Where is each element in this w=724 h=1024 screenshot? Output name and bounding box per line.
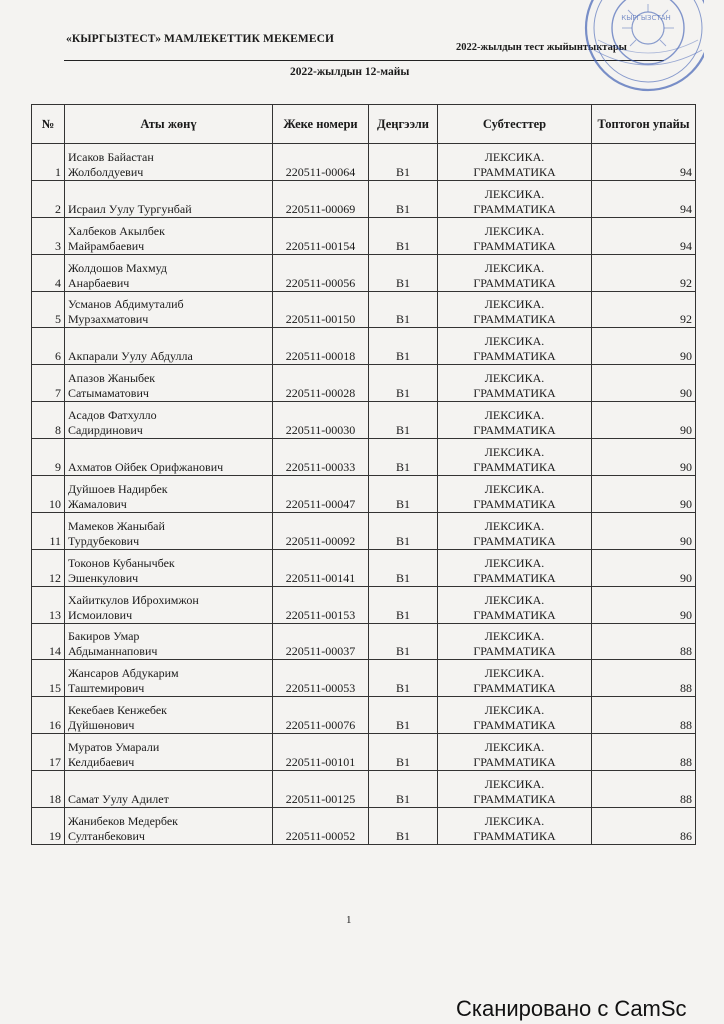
full-name-line: Султанбекович <box>68 828 145 843</box>
subtests-cell <box>438 697 592 734</box>
subtest-line: ГРАММАТИКА <box>473 533 556 548</box>
full-name-cell <box>65 734 273 771</box>
subtests-cell <box>438 402 592 439</box>
row-number-cell: 12 <box>32 549 65 586</box>
full-name-cell <box>65 586 273 623</box>
column-header-full-name: Аты жөнү <box>65 105 273 144</box>
subtest-line: ГРАММАТИКА <box>473 570 556 585</box>
subtest-line: ГРАММАТИКА <box>473 312 556 327</box>
subtest-line: ЛЕКСИКА. <box>484 629 545 644</box>
subtests-cell <box>438 144 592 181</box>
row-number-cell: 9 <box>32 439 65 476</box>
full-name-cell <box>65 512 273 549</box>
personal-id-cell: 220511-00101 <box>273 734 369 771</box>
level-cell: B1 <box>369 365 438 402</box>
score-cell: 90 <box>592 402 696 439</box>
subtest-line: ЛЕКСИКА. <box>484 813 545 828</box>
subtest-line: ЛЕКСИКА. <box>484 703 545 718</box>
level-cell: B1 <box>369 586 438 623</box>
full-name-cell <box>65 217 273 254</box>
subtest-line: ЛЕКСИКА. <box>484 297 545 312</box>
subtest-line: ГРАММАТИКА <box>473 460 556 475</box>
subtests-cell <box>438 549 592 586</box>
score-cell: 92 <box>592 254 696 291</box>
row-number-cell: 4 <box>32 254 65 291</box>
full-name-line: Ахматов Ойбек Орифжанович <box>68 460 224 475</box>
full-name-line: Самат Уулу Адилет <box>68 792 169 807</box>
score-cell: 94 <box>592 217 696 254</box>
level-cell: B1 <box>369 328 438 365</box>
personal-id-cell: 220511-00064 <box>273 144 369 181</box>
full-name-line: Таштемирович <box>68 681 145 696</box>
subtests-cell <box>438 476 592 513</box>
level-cell: B1 <box>369 623 438 660</box>
subtest-line: ЛЕКСИКА. <box>484 740 545 755</box>
full-name-cell <box>65 439 273 476</box>
subtest-line: ЛЕКСИКА. <box>484 334 545 349</box>
full-name-line: Усманов Абдимуталиб <box>68 297 184 312</box>
subtests-cell <box>438 291 592 328</box>
row-number-cell: 10 <box>32 476 65 513</box>
table-row <box>32 180 696 217</box>
row-number-cell: 15 <box>32 660 65 697</box>
level-cell: B1 <box>369 402 438 439</box>
table-row <box>32 623 696 660</box>
row-number-cell: 6 <box>32 328 65 365</box>
full-name-line: Исраил Уулу Тургунбай <box>68 201 192 216</box>
table-row <box>32 254 696 291</box>
table-row <box>32 660 696 697</box>
level-cell: B1 <box>369 771 438 808</box>
level-cell: B1 <box>369 697 438 734</box>
subtests-cell <box>438 623 592 660</box>
score-cell: 86 <box>592 808 696 845</box>
level-cell: B1 <box>369 808 438 845</box>
table-row <box>32 144 696 181</box>
row-number-cell: 14 <box>32 623 65 660</box>
results-note: 2022-жылдын тест жыйынтыктары <box>456 42 627 53</box>
subtest-line: ГРАММАТИКА <box>473 792 556 807</box>
full-name-line: Мамеков Жаныбай <box>68 518 165 533</box>
level-cell: B1 <box>369 549 438 586</box>
full-name-line: Апазов Жаныбек <box>68 371 156 386</box>
score-cell: 90 <box>592 549 696 586</box>
subtest-line: ГРАММАТИКА <box>473 164 556 179</box>
level-cell: B1 <box>369 180 438 217</box>
full-name-cell <box>65 623 273 660</box>
full-name-line: Сатымаматович <box>68 386 149 401</box>
personal-id-cell: 220511-00150 <box>273 291 369 328</box>
level-cell: B1 <box>369 144 438 181</box>
full-name-cell <box>65 402 273 439</box>
row-number-cell: 17 <box>32 734 65 771</box>
score-cell: 88 <box>592 771 696 808</box>
subtests-cell <box>438 512 592 549</box>
full-name-line: Токонов Кубанычбек <box>68 555 175 570</box>
personal-id-cell: 220511-00154 <box>273 217 369 254</box>
level-cell: B1 <box>369 512 438 549</box>
full-name-line: Жансаров Абдукарим <box>68 666 179 681</box>
full-name-cell <box>65 180 273 217</box>
column-header-level: Деңгээли <box>369 105 438 144</box>
page-number: 1 <box>346 914 352 926</box>
subtests-cell <box>438 328 592 365</box>
full-name-line: Исмоилович <box>68 607 133 622</box>
subtests-cell <box>438 808 592 845</box>
table-row <box>32 808 696 845</box>
table-row <box>32 291 696 328</box>
subtests-cell <box>438 771 592 808</box>
full-name-line: Мурзахматович <box>68 312 149 327</box>
full-name-line: Асадов Фатхулло <box>68 408 157 423</box>
full-name-cell <box>65 697 273 734</box>
level-cell: B1 <box>369 734 438 771</box>
level-cell: B1 <box>369 217 438 254</box>
personal-id-cell: 220511-00028 <box>273 365 369 402</box>
subtest-line: ГРАММАТИКА <box>473 718 556 733</box>
score-cell: 90 <box>592 328 696 365</box>
subtest-line: ГРАММАТИКА <box>473 496 556 511</box>
row-number-cell: 13 <box>32 586 65 623</box>
subtest-line: ГРАММАТИКА <box>473 681 556 696</box>
organization-title: «КЫРГЫЗТЕСТ» МАМЛЕКЕТТИК МЕКЕМЕСИ <box>66 33 335 45</box>
subtest-line: ЛЕКСИКА. <box>484 260 545 275</box>
subtest-line: ГРАММАТИКА <box>473 275 556 290</box>
full-name-cell <box>65 808 273 845</box>
full-name-line: Жолдошов Махмуд <box>68 260 167 275</box>
subtest-line: ЛЕКСИКА. <box>484 445 545 460</box>
row-number-cell: 5 <box>32 291 65 328</box>
personal-id-cell: 220511-00076 <box>273 697 369 734</box>
subtest-line: ЛЕКСИКА. <box>484 777 545 792</box>
score-cell: 90 <box>592 365 696 402</box>
subtests-cell <box>438 365 592 402</box>
full-name-line: Эшенкулович <box>68 570 139 585</box>
subtest-line: ЛЕКСИКА. <box>484 592 545 607</box>
column-header-personal-id: Жеке номери <box>273 105 369 144</box>
table-header-row <box>32 105 696 144</box>
personal-id-cell: 220511-00153 <box>273 586 369 623</box>
full-name-cell <box>65 660 273 697</box>
level-cell: B1 <box>369 660 438 697</box>
score-cell: 90 <box>592 512 696 549</box>
table-row <box>32 549 696 586</box>
full-name-cell <box>65 144 273 181</box>
subtests-cell <box>438 586 592 623</box>
row-number-cell: 7 <box>32 365 65 402</box>
subtest-line: ГРАММАТИКА <box>473 238 556 253</box>
personal-id-cell: 220511-00047 <box>273 476 369 513</box>
score-cell: 88 <box>592 623 696 660</box>
subtest-line: ГРАММАТИКА <box>473 201 556 216</box>
column-header-number: № <box>32 105 65 144</box>
personal-id-cell: 220511-00033 <box>273 439 369 476</box>
level-cell: B1 <box>369 254 438 291</box>
table-row <box>32 439 696 476</box>
full-name-line: Садирдинович <box>68 423 143 438</box>
official-seal-stamp <box>564 0 704 100</box>
subtest-line: ГРАММАТИКА <box>473 386 556 401</box>
full-name-line: Келдибаевич <box>68 755 135 770</box>
row-number-cell: 2 <box>32 180 65 217</box>
row-number-cell: 18 <box>32 771 65 808</box>
row-number-cell: 19 <box>32 808 65 845</box>
full-name-line: Жолболдуевич <box>68 164 144 179</box>
results-table <box>31 104 696 845</box>
full-name-line: Дуйшоев Надирбек <box>68 481 168 496</box>
subtest-line: ГРАММАТИКА <box>473 423 556 438</box>
subtests-cell <box>438 439 592 476</box>
table-row <box>32 771 696 808</box>
subtest-line: ГРАММАТИКА <box>473 828 556 843</box>
full-name-line: Халбеков Акылбек <box>68 223 165 238</box>
subtest-line: ЛЕКСИКА. <box>484 481 545 496</box>
personal-id-cell: 220511-00125 <box>273 771 369 808</box>
subtest-line: ЛЕКСИКА. <box>484 223 545 238</box>
table-body <box>32 144 696 845</box>
full-name-line: Исаков Байастан <box>68 149 154 164</box>
personal-id-cell: 220511-00092 <box>273 512 369 549</box>
personal-id-cell: 220511-00141 <box>273 549 369 586</box>
full-name-line: Жанибеков Медербек <box>68 813 178 828</box>
score-cell: 88 <box>592 697 696 734</box>
full-name-line: Анарбаевич <box>68 275 130 290</box>
full-name-line: Турдубекович <box>68 533 140 548</box>
row-number-cell: 3 <box>32 217 65 254</box>
score-cell: 94 <box>592 180 696 217</box>
full-name-cell <box>65 291 273 328</box>
score-cell: 90 <box>592 476 696 513</box>
full-name-line: Жамалович <box>68 496 127 511</box>
row-number-cell: 1 <box>32 144 65 181</box>
document-date: 2022-жылдын 12-майы <box>290 66 410 78</box>
full-name-line: Абдыманнапович <box>68 644 158 659</box>
full-name-line: Кекебаев Кенжебек <box>68 703 168 718</box>
personal-id-cell: 220511-00030 <box>273 402 369 439</box>
subtest-line: ГРАММАТИКА <box>473 644 556 659</box>
column-header-subtests: Субтесттер <box>438 105 592 144</box>
personal-id-cell: 220511-00053 <box>273 660 369 697</box>
personal-id-cell: 220511-00052 <box>273 808 369 845</box>
column-header-score: Топтогон упайы <box>592 105 696 144</box>
score-cell: 88 <box>592 734 696 771</box>
full-name-cell <box>65 476 273 513</box>
full-name-cell <box>65 771 273 808</box>
subtest-line: ЛЕКСИКА. <box>484 555 545 570</box>
score-cell: 88 <box>592 660 696 697</box>
table-row <box>32 328 696 365</box>
full-name-line: Майрамбаевич <box>68 238 145 253</box>
full-name-line: Бакиров Умар <box>68 629 140 644</box>
subtest-line: ЛЕКСИКА. <box>484 666 545 681</box>
level-cell: B1 <box>369 476 438 513</box>
level-cell: B1 <box>369 291 438 328</box>
scan-watermark-text: Сканировано с CamSc <box>456 996 687 1021</box>
row-number-cell: 16 <box>32 697 65 734</box>
table-row <box>32 734 696 771</box>
full-name-cell <box>65 254 273 291</box>
subtests-cell <box>438 734 592 771</box>
table-row <box>32 217 696 254</box>
table-row <box>32 586 696 623</box>
subtests-cell <box>438 254 592 291</box>
row-number-cell: 11 <box>32 512 65 549</box>
table-row <box>32 402 696 439</box>
subtests-cell <box>438 660 592 697</box>
subtest-line: ГРАММАТИКА <box>473 755 556 770</box>
full-name-cell <box>65 549 273 586</box>
personal-id-cell: 220511-00056 <box>273 254 369 291</box>
score-cell: 90 <box>592 439 696 476</box>
table-row <box>32 365 696 402</box>
full-name-line: Акпарали Уулу Абдулла <box>68 349 193 364</box>
row-number-cell: 8 <box>32 402 65 439</box>
full-name-line: Муратов Умарали <box>68 740 160 755</box>
level-cell: B1 <box>369 439 438 476</box>
svg-text:КЫРГЫЗСТАН: КЫРГЫЗСТАН <box>621 14 671 22</box>
score-cell: 90 <box>592 586 696 623</box>
personal-id-cell: 220511-00069 <box>273 180 369 217</box>
full-name-cell <box>65 328 273 365</box>
subtest-line: ЛЕКСИКА. <box>484 518 545 533</box>
score-cell: 92 <box>592 291 696 328</box>
subtest-line: ЛЕКСИКА. <box>484 408 545 423</box>
personal-id-cell: 220511-00018 <box>273 328 369 365</box>
score-cell: 94 <box>592 144 696 181</box>
subtests-cell <box>438 180 592 217</box>
subtest-line: ГРАММАТИКА <box>473 349 556 364</box>
table-row <box>32 476 696 513</box>
subtest-line: ЛЕКСИКА. <box>484 371 545 386</box>
subtests-cell <box>438 217 592 254</box>
personal-id-cell: 220511-00037 <box>273 623 369 660</box>
full-name-line: Хайиткулов Иброхимжон <box>68 592 199 607</box>
full-name-cell <box>65 365 273 402</box>
full-name-line: Дүйшөнович <box>68 718 135 733</box>
table-row <box>32 512 696 549</box>
subtest-line: ЛЕКСИКА. <box>484 149 545 164</box>
subtest-line: ГРАММАТИКА <box>473 607 556 622</box>
table-row <box>32 697 696 734</box>
subtest-line: ЛЕКСИКА. <box>484 186 545 201</box>
